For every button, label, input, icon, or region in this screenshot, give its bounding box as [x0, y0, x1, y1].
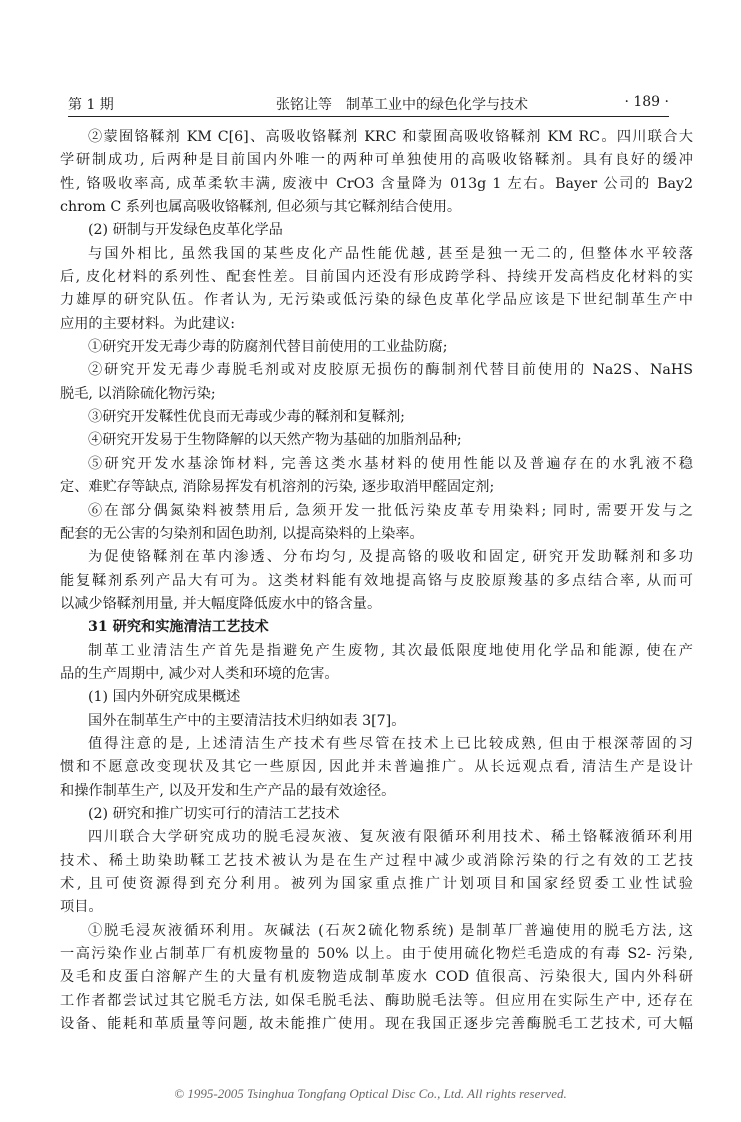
text-line: 力雄厚的研究队伍。作者认为, 无污染或低污染的绿色皮革化学品应该是下世纪制革生产中	[60, 292, 693, 309]
text-line: ①研究开发无毒少毒的防腐剂代替目前使用的工业盐防腐;	[88, 339, 448, 356]
page-number: · 189 ·	[624, 94, 669, 110]
text-line: ②蒙囿铬鞣剂 KM C[6]、高吸收铬鞣剂 KRC 和蒙囿高吸收铬鞣剂 KM RC。四川联合大	[88, 129, 693, 145]
text-line: ④研究开发易于生物降解的以天然产物为基础的加脂剂品种;	[88, 432, 462, 449]
text-line: 定、难贮存等缺点, 消除易挥发有机溶剂的污染, 逐步取消甲醛固定剂;	[60, 479, 495, 496]
text-line: (2) 研究和推广切实可行的清洁工艺技术	[88, 805, 340, 822]
text-line: 应用的主要材料。为此建议:	[60, 315, 236, 332]
text-line: 四川联合大学研究成功的脱毛浸灰液、复灰液有限循环利用技术、稀土铬鞣液循环利用	[88, 829, 693, 846]
text-line: 值得注意的是, 上述清洁生产技术有些尽管在技术上已比较成熟, 但由于根深蒂固的习	[88, 735, 693, 752]
text-line: ⑤研究开发水基涂饰材料, 完善这类水基材料的使用性能以及普遍存在的水乳液不稳	[88, 455, 693, 472]
text-line: 学研制成功, 后两种是目前国内外唯一的两种可单独使用的高吸收铬鞣剂。具有良好的缓冲	[60, 152, 693, 169]
text-line: 及毛和皮蛋白溶解产生的大量有机废物造成制革废水 COD 值很高、污染很大, 国内外科研	[60, 969, 693, 986]
text-line: (1) 国内外研究成果概述	[88, 689, 241, 706]
text-line: 能复鞣剂系列产品大有可为。这类材料能有效地提高铬与皮胶原羧基的多点结合率, 从而可	[60, 572, 693, 589]
text-line: 制革工业清洁生产首先是指避免产生废物, 其次最低限度地使用化学品和能源, 使在产	[88, 642, 693, 659]
text-line: 以减少铬鞣剂用量, 并大幅度降低废水中的铬含量。	[60, 595, 382, 612]
text-line: ③研究开发鞣性优良而无毒或少毒的鞣剂和复鞣剂;	[88, 409, 405, 426]
text-line: (2) 研制与开发绿色皮革化学品	[88, 222, 283, 239]
text-line: 工作者都尝试过其它脱毛方法, 如保毛脱毛法、酶助脱毛法等。但应用在实际生产中, 还存在	[60, 992, 693, 1009]
text-line: 术, 且可使资源得到充分利用。被列为国家重点推广计划项目和国家经贸委工业性试验	[60, 876, 693, 892]
text-line: 项目。	[60, 899, 103, 916]
text-line: 惯和不愿意改变现状及其它一些原因, 因此并未普遍推广。从长远观点看, 清洁生产是设计	[60, 759, 693, 776]
text-line: ①脱毛浸灰液循环利用。灰碱法 (石灰2硫化物系统) 是制革厂普遍使用的脱毛方法, 这	[88, 922, 693, 939]
copyright-footer: © 1995-2005 Tsinghua Tongfang Optical Disc Co., Ltd. All rights reserved.	[174, 1086, 567, 1101]
text-line: 与国外相比, 虽然我国的某些皮化产品性能优越, 甚至是独一无二的, 但整体水平较落	[88, 245, 693, 262]
text-line: 技术、稀土助染助鞣工艺技术被认为是在生产过程中减少或消除污染的行之有效的工艺技	[60, 852, 693, 869]
issue-number: 第 1 期	[68, 97, 114, 113]
text-line: 性, 铬吸收率高, 成革柔软丰满, 废液中 CrO3 含量降为 013g 1 左右。Bayer 公司的 Bay2	[60, 175, 693, 192]
text-line: ⑥在部分偶氮染料被禁用后, 急须开发一批低污染皮革专用染料; 同时, 需要开发与之	[88, 502, 693, 519]
text-line: 设备、能耗和革质量等问题, 故未能推广使用。现在我国正逐步完善酶脱毛工艺技术, 可大幅	[60, 1016, 693, 1033]
text-line: 国外在制革生产中的主要清洁技术归纳如表 3[7]。	[88, 712, 406, 729]
text-line: 配套的无公害的匀染剂和固色助剂, 以提高染料的上染率。	[60, 525, 424, 542]
text-line: 品的生产周期中, 减少对人类和环境的危害。	[60, 665, 339, 682]
text-line: 脱毛, 以消除硫化物污染;	[60, 385, 216, 402]
text-line: 一高污染作业占制革厂有机废物量的 50% 以上。由于使用硫化物烂毛造成的有毒 S2- 污染,	[60, 946, 693, 963]
text-line: ②研究开发无毒少毒脱毛剂或对皮胶原无损伤的酶制剂代替目前使用的 Na2S、NaHS	[88, 362, 693, 379]
text-line: 后, 皮化材料的系列性、配套性差。目前国内还没有形成跨学科、持续开发高档皮化材料的实	[60, 269, 693, 286]
running-header	[68, 92, 669, 117]
text-line: 31 研究和实施清洁工艺技术	[88, 619, 269, 636]
body-text	[60, 126, 693, 1036]
text-line: 为促使铬鞣剂在革内渗透、分布均匀, 及提高铬的吸收和固定, 研究开发助鞣剂和多功	[88, 549, 693, 566]
text-line: chrom C 系列也属高吸收铬鞣剂, 但必须与其它鞣剂结合使用。	[60, 199, 462, 216]
text-line: 和操作制革生产, 以及开发和生产产品的最有效途径。	[60, 782, 396, 799]
running-title: 张铭让等 制革工业中的绿色化学与技术	[276, 97, 528, 113]
